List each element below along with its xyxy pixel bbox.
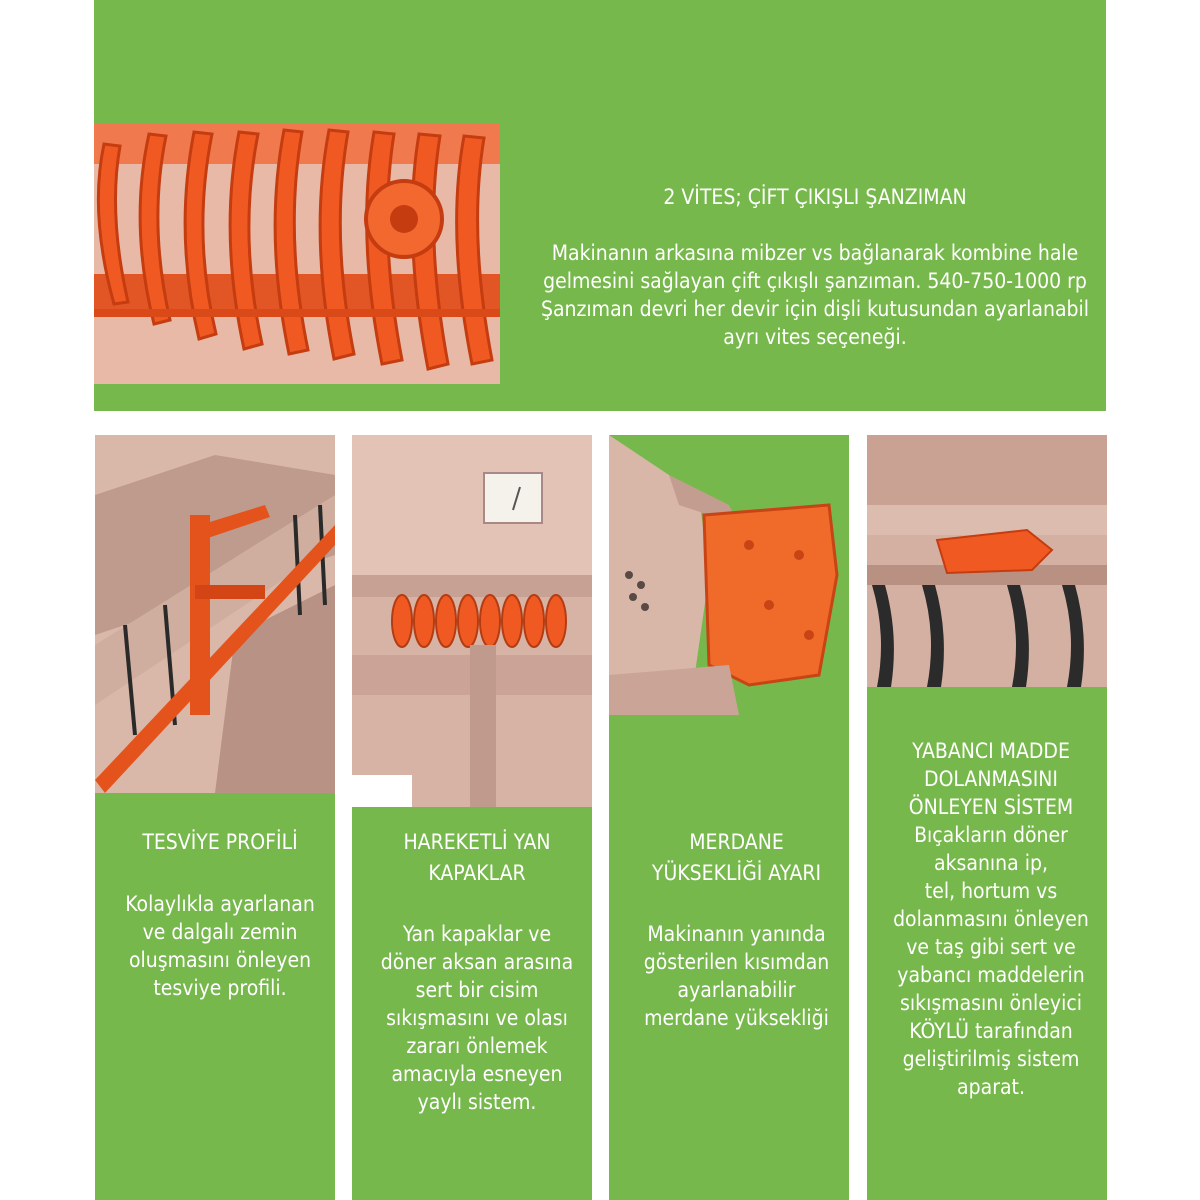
card-2-title: HAREKETLİ YAN KAPAKLAR: [403, 830, 551, 885]
card-3-title: MERDANE YÜKSEKLİĞİ AYARI: [651, 830, 822, 885]
feature-card-foreign-matter-prevention: [867, 435, 1107, 1200]
feature-card-roller-height: [609, 435, 849, 1200]
spring-side-cover-image: [352, 435, 592, 807]
top-feature-body: Makinanın arkasına mibzer vs bağlanarak kombine hale gelmesini sağlayan çift çıkışlı şanzıman. 540-750-1000 rp Şanzıman devri her devir için dişli kutusundan ayarlanabil ayrı vites seçeneği.: [540, 241, 1090, 349]
card-4-title: YABANCI MADDE DOLANMASINI ÖNLEYEN SİSTEM: [908, 739, 1074, 819]
roller-height-adjust-image: [609, 435, 849, 715]
anti-wrap-system-image: [867, 435, 1107, 687]
top-feature-panel: [94, 0, 1106, 411]
roller-tines-image: [94, 124, 500, 384]
leveling-profile-image: [95, 435, 335, 793]
card-2-body: Yan kapaklar ve döner aksan arasına sert bir cisim sıkışmasını ve olası zararı önlemek amacıyla esneyen yaylı sistem.: [380, 922, 574, 1114]
card-3-body: Makinanın yanında gösterilen kısımdan ayarlanabilir merdane yüksekliği: [643, 922, 830, 1030]
card-4-body: Bıçakların döner aksanına ip, tel, hortum vs dolanmasını önleyen ve taş gibi sert ve yabancı maddelerin sıkışmasını önleyici KÖYLÜ tarafından geliştirilmiş sistem aparat.: [893, 823, 1089, 1099]
feature-card-moving-side-covers: [352, 435, 592, 1200]
top-feature-title: 2 VİTES; ÇİFT ÇIKIŞLI ŞANZIMAN: [663, 185, 967, 209]
card-1-body: Kolaylıkla ayarlanan ve dalgalı zemin oluşmasını önleyen tesviye profili.: [125, 892, 315, 1000]
card-1-title: TESVİYE PROFİLİ: [142, 830, 298, 854]
feature-card-leveling-profile: [95, 435, 335, 1200]
top-feature-text: [524, 155, 1106, 379]
